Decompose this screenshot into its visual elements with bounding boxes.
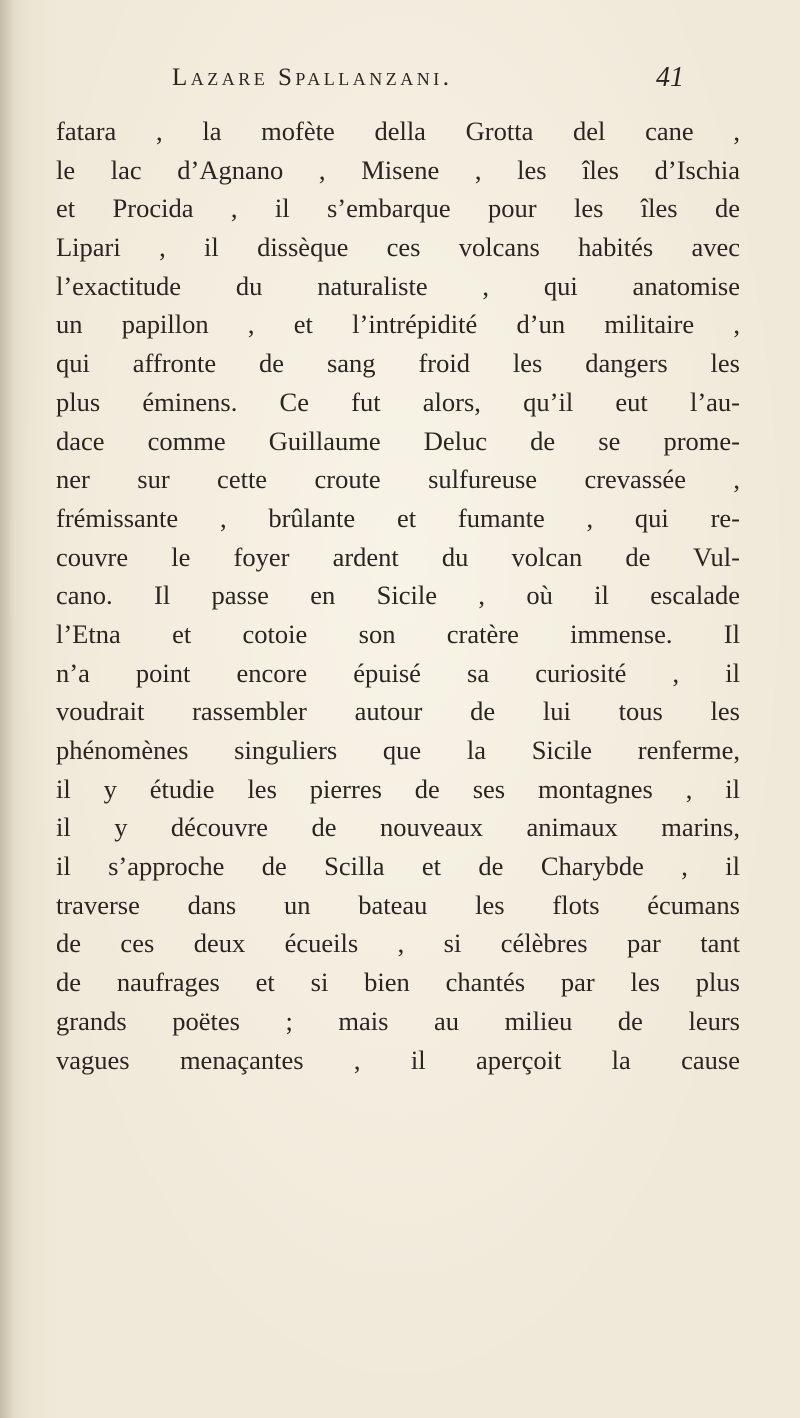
text-line: l’Etna et cotoie son cratère immense. Il bbox=[56, 618, 740, 649]
text-line: dace comme Guillaume Deluc de se prome- bbox=[56, 425, 740, 456]
text-line: vagues menaçantes , il aperçoit la cause bbox=[56, 1044, 740, 1075]
text-line: de naufrages et si bien chantés par les plus bbox=[56, 967, 740, 998]
text-line: grands poëtes ; mais au milieu de leurs bbox=[56, 1005, 740, 1036]
text-line: cano. Il passe en Sicile , où il escalade bbox=[56, 580, 740, 611]
text-line: il y étudie les pierres de ses montagnes , il bbox=[56, 773, 740, 804]
text-line: il s’approche de Scilla et de Charybde , il bbox=[56, 851, 740, 882]
text-line: plus éminens. Ce fut alors, qu’il eut l’au- bbox=[56, 386, 740, 417]
text-line: l’exactitude du naturaliste , qui anatomise bbox=[56, 270, 740, 301]
text-line: il y découvre de nouveaux animaux marins, bbox=[56, 812, 740, 843]
text-line: n’a point encore épuisé sa curiosité , il bbox=[56, 657, 740, 688]
text-line: de ces deux écueils , si célèbres par tant bbox=[56, 928, 740, 959]
binding-shadow bbox=[0, 0, 14, 1418]
running-head bbox=[160, 64, 720, 108]
text-line: qui affronte de sang froid les dangers les bbox=[56, 348, 740, 379]
body-text bbox=[56, 112, 740, 1079]
running-title: Lazare Spallanzani. bbox=[172, 64, 453, 91]
text-line: traverse dans un bateau les flots écumans bbox=[56, 889, 740, 920]
page-number: 41 bbox=[656, 62, 684, 93]
text-line: voudrait rassembler autour de lui tous les bbox=[56, 696, 740, 727]
text-line: couvre le foyer ardent du volcan de Vul- bbox=[56, 541, 740, 572]
text-line: phénomènes singuliers que la Sicile renferme, bbox=[56, 735, 740, 765]
text-line: frémissante , brûlante et fumante , qui re- bbox=[56, 502, 740, 533]
text-line: fatara , la mofète della Grotta del cane , bbox=[56, 116, 740, 146]
text-line: Lipari , il dissèque ces volcans habités avec bbox=[56, 232, 740, 263]
text-line: et Procida , il s’embarque pour les îles de bbox=[56, 193, 740, 224]
text-line: le lac d’Agnano , Misene , les îles d’Ischia bbox=[56, 154, 740, 185]
text-line: ner sur cette croute sulfureuse crevassée , bbox=[56, 464, 740, 495]
text-line: un papillon , et l’intrépidité d’un militaire , bbox=[56, 309, 740, 340]
